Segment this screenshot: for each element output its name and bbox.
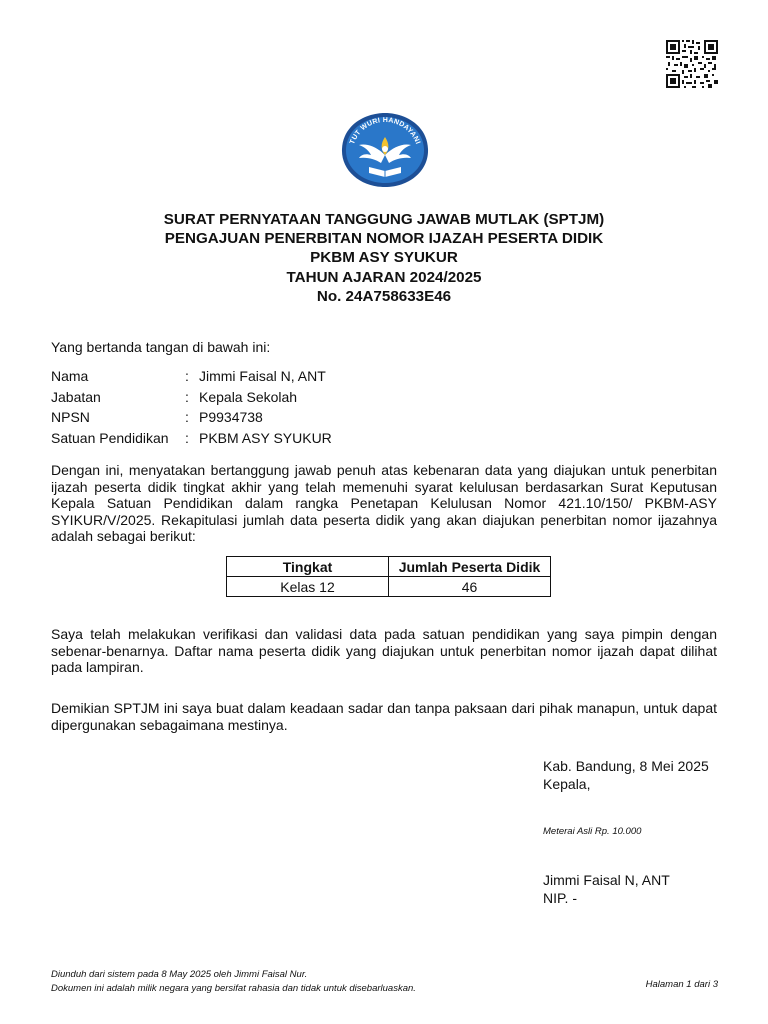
info-label: Satuan Pendidikan bbox=[51, 429, 169, 446]
stamp-note: Meterai Asli Rp. 10.000 bbox=[543, 826, 642, 837]
footer-note bbox=[51, 968, 416, 996]
info-value: P9934738 bbox=[199, 409, 263, 425]
signer-nip: NIP. - bbox=[543, 890, 577, 906]
column-header-tingkat: Tingkat bbox=[227, 557, 389, 577]
table-cell-jumlah: 46 bbox=[389, 577, 551, 597]
info-value: PKBM ASY SYUKUR bbox=[199, 429, 332, 446]
statement-paragraph: Dengan ini, menyatakan bertanggung jawab penuh atas kebenaran data yang diajukan untuk penerbitan ijazah peserta didik tingkat akhir yang telah memenuhi syarat kelulusan berdasarkan Surat Keputusan Kepala Satuan Pendidikan dalam rangka Penetapan Kelulusan Nomor 421.10/150/ PKBM-ASY SYIKUR/V/2025. Rekapitulasi jumlah data peserta didik yang akan diajukan penerbitan nomor ijazahnya adalah sebagai berikut: bbox=[51, 462, 717, 544]
title-line-4: TAHUN AJARAN 2024/2025 bbox=[286, 268, 482, 286]
info-separator: : bbox=[185, 368, 189, 384]
column-header-jumlah: Jumlah Peserta Didik bbox=[389, 557, 551, 577]
page-number: Halaman 1 dari 3 bbox=[645, 979, 718, 990]
table-row bbox=[227, 577, 551, 597]
closing-paragraph: Demikian SPTJM ini saya buat dalam keadaan sadar dan tanpa paksaan dari pihak manapun, untuk dapat dipergunakan sebagaimana mestinya. bbox=[51, 700, 717, 733]
info-value: Jimmi Faisal N, ANT bbox=[199, 368, 326, 384]
footer-download-info: Diunduh dari sistem pada 8 May 2025 oleh Jimmi Faisal Nur. bbox=[51, 969, 308, 980]
info-separator: : bbox=[185, 409, 189, 425]
footer-confidentiality: Dokumen ini adalah milik negara yang bersifat rahasia dan tidak untuk disebarluaskan. bbox=[51, 983, 416, 994]
info-label: Nama bbox=[51, 368, 89, 384]
signature-position: Kepala, bbox=[543, 776, 591, 792]
recap-table bbox=[226, 556, 551, 597]
svg-text:TUT WURI HANDAYANI: TUT WURI HANDAYANI bbox=[348, 116, 422, 146]
info-separator: : bbox=[185, 388, 189, 405]
table-cell-tingkat: Kelas 12 bbox=[227, 577, 389, 597]
table-header-row bbox=[227, 557, 551, 577]
info-separator: : bbox=[185, 429, 189, 446]
info-label: Jabatan bbox=[51, 388, 101, 405]
title-line-2: PENGAJUAN PENERBITAN NOMOR IJAZAH PESERTA DIDIK bbox=[164, 230, 604, 248]
signature-place-date: Kab. Bandung, 8 Mei 2025 bbox=[543, 758, 709, 774]
document-title bbox=[0, 210, 768, 306]
signer-name: Jimmi Faisal N, ANT bbox=[543, 872, 670, 888]
qr-code-icon bbox=[666, 40, 718, 88]
document-number: No. 24A758633E46 bbox=[316, 287, 452, 305]
title-line-1: SURAT PERNYATAAN TANGGUNG JAWAB MUTLAK (SPTJM) bbox=[163, 211, 605, 228]
verification-paragraph: Saya telah melakukan verifikasi dan validasi data pada satuan pendidikan yang saya pimpin dengan sebenar-benarnya. Daftar nama peserta didik yang diajukan untuk penerbitan nomor ijazah dapat dilihat pada lampiran. bbox=[51, 626, 717, 675]
info-label: NPSN bbox=[51, 409, 90, 425]
tut-wuri-handayani-logo bbox=[339, 111, 431, 189]
title-line-3: PKBM ASY SYUKUR bbox=[310, 249, 458, 267]
intro-text: Yang bertanda tangan di bawah ini: bbox=[51, 339, 271, 355]
info-value: Kepala Sekolah bbox=[199, 388, 298, 405]
